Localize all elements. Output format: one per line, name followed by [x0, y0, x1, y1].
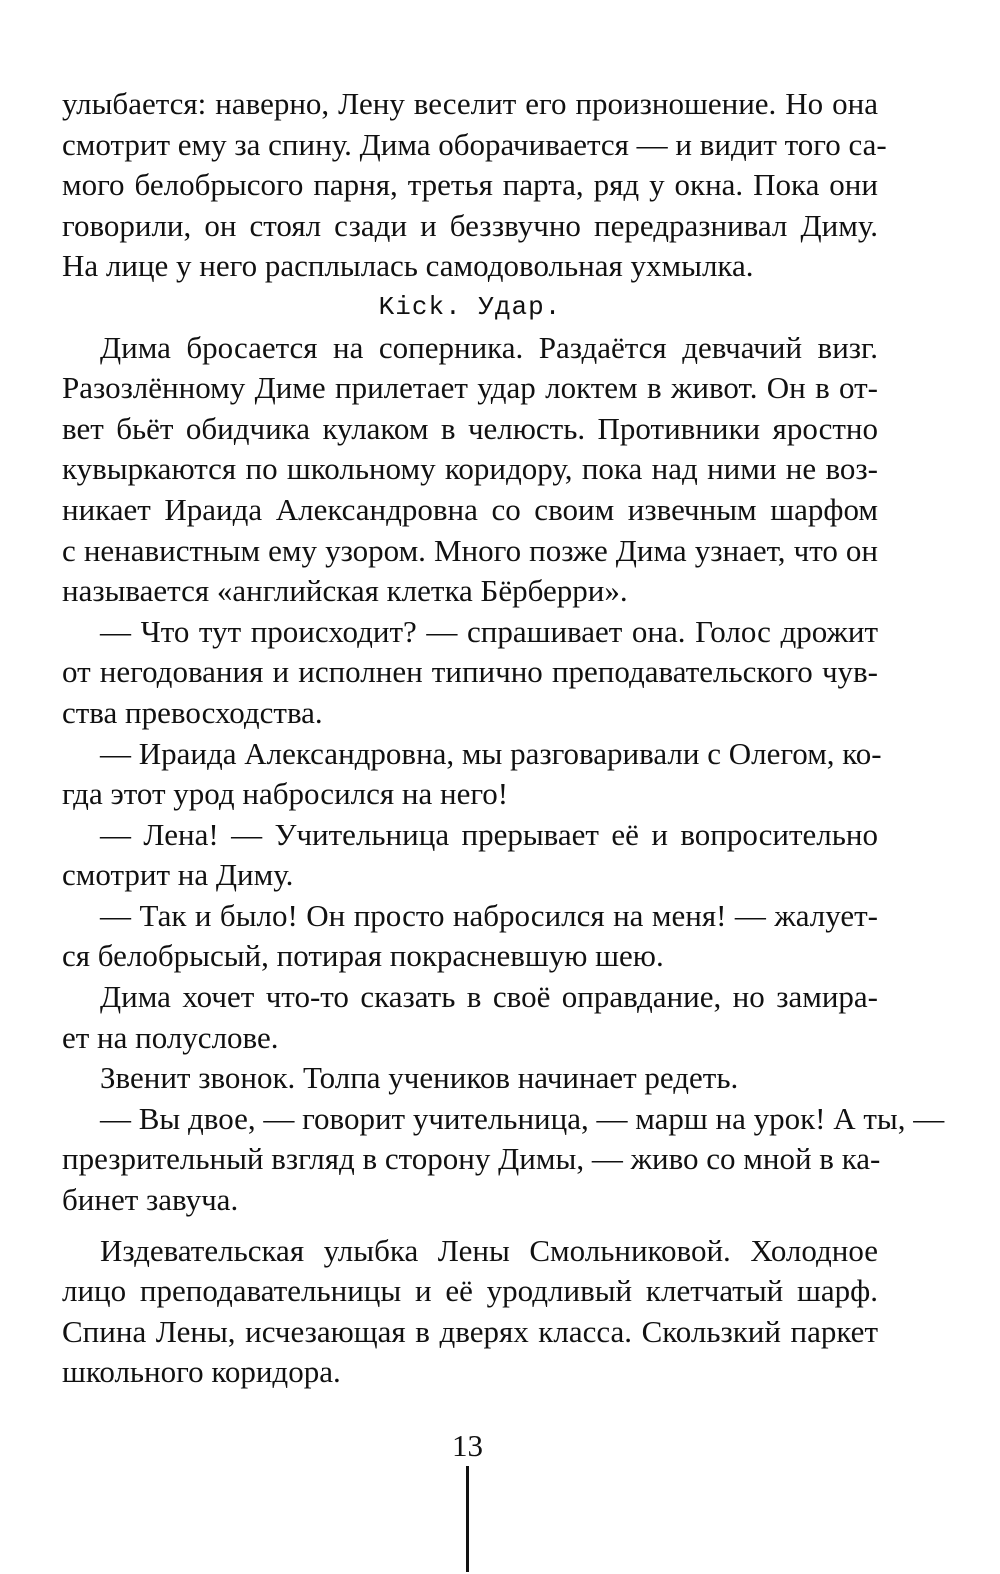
text-line: улыбается: наверно, Лену веселит его произношение. Но она	[62, 86, 878, 121]
page-number: 13	[452, 1428, 483, 1463]
scene-heading: Kick. Удар.	[378, 291, 562, 322]
text-line: смотрит ему за спину. Дима оборачивается — и видит того са-	[62, 126, 887, 162]
dialogue-line: — Лена! — Учительница прерывает её и вопросительно	[100, 816, 878, 852]
text-line: никает Ираида Александровна со своим извечным шарфом	[62, 491, 878, 527]
text-line: Звенит звонок. Толпа учеников начинает редеть.	[100, 1060, 739, 1096]
text-line: Разозлённому Диме прилетает удар локтем в живот. Он в от-	[62, 370, 878, 406]
dialogue-line: — Так и было! Он просто набросился на меня! — жалует-	[100, 897, 878, 933]
book-page-text	[62, 84, 945, 1393]
text-line: Спина Лены, исчезающая в дверях класса. Скользкий паркет	[62, 1313, 878, 1349]
text-line: На лице у него расплылась самодовольная ухмылка.	[62, 248, 754, 284]
text-line: мого белобрысого парня, третья парта, ряд у окна. Пока они	[62, 167, 878, 203]
dialogue-line: — Ираида Александровна, мы разговаривали с Олегом, ко-	[100, 735, 882, 771]
text-line: бинет завуча.	[62, 1182, 239, 1218]
text-line: Издевательская улыбка Лены Смольниковой. Холодное	[100, 1232, 878, 1268]
dialogue-line: — Что тут происходит? — спрашивает она. Голос дрожит	[100, 613, 878, 649]
text-line: лицо преподавательницы и её уродливый клетчатый шарф.	[62, 1273, 878, 1309]
text-line: кувыркаются по школьному коридору, пока над ними не воз-	[62, 451, 878, 487]
text-line: вет бьёт обидчика кулаком в челюсть. Противники яростно	[62, 410, 878, 446]
text-line: гда этот урод набросился на него!	[62, 776, 509, 812]
text-line: школьного коридора.	[62, 1354, 341, 1390]
text-line: с ненавистным ему узором. Много позже Дима узнает, что он	[62, 532, 878, 568]
text-line: Дима хочет что-то сказать в своё оправдание, но замира-	[100, 979, 878, 1015]
text-line: Дима бросается на соперника. Раздаётся девчачий визг.	[100, 329, 878, 365]
paragraph-gap	[62, 1221, 878, 1231]
text-line: ет на полуслове.	[62, 1019, 279, 1055]
text-line: ства превосходства.	[62, 694, 323, 730]
text-line: смотрит на Диму.	[62, 857, 294, 893]
text-line: говорили, он стоял сзади и беззвучно передразнивал Диму.	[62, 207, 878, 243]
dialogue-line: — Вы двое, — говорит учительница, — марш на урок! А ты, —	[100, 1100, 945, 1136]
text-line: от негодования и исполнен типично преподавательского чув-	[62, 654, 878, 690]
text-line: называется «английская клетка Бёрберри».	[62, 573, 628, 609]
text-line: презрительный взгляд в сторону Димы, — живо со мной в ка-	[62, 1141, 881, 1177]
text-line: ся белобрысый, потирая покрасневшую шею.	[62, 938, 664, 974]
page-number-rule	[466, 1466, 469, 1572]
